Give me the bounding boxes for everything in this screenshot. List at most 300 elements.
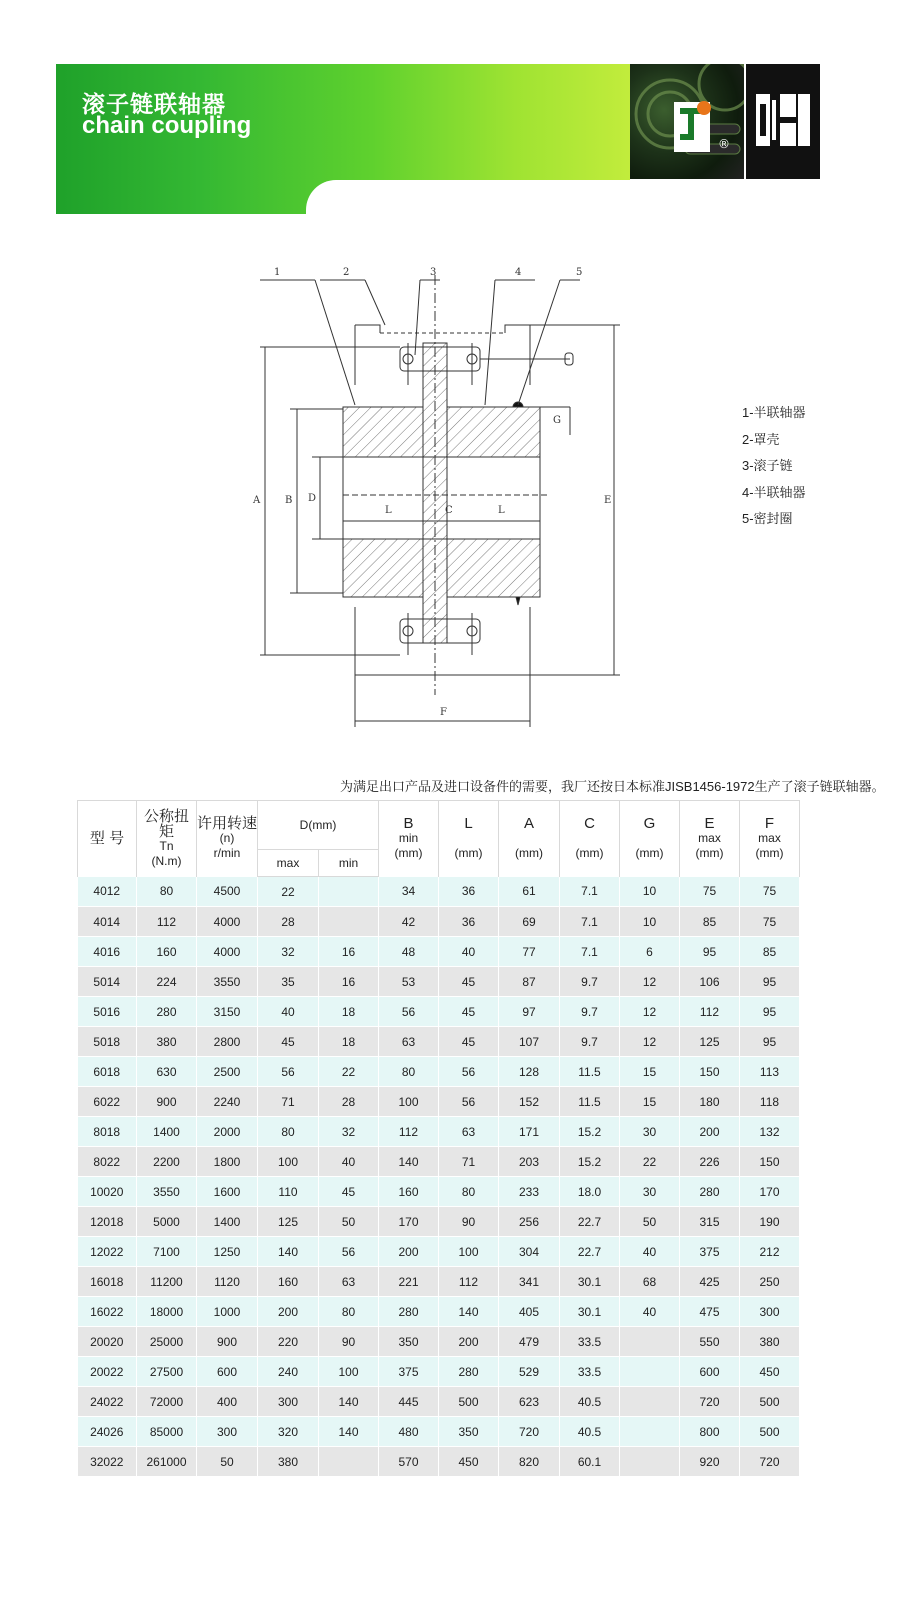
table-cell: 42 bbox=[379, 907, 439, 937]
table-cell: 6 bbox=[620, 937, 680, 967]
table-cell: 4012 bbox=[78, 877, 137, 907]
table-cell bbox=[620, 1357, 680, 1387]
table-cell: 4000 bbox=[197, 937, 258, 967]
table-cell: 350 bbox=[379, 1327, 439, 1357]
table-cell bbox=[620, 1387, 680, 1417]
table-cell: 500 bbox=[740, 1417, 800, 1447]
table-cell: 118 bbox=[740, 1087, 800, 1117]
coupling-drawing bbox=[240, 255, 640, 735]
table-cell: 12 bbox=[620, 1027, 680, 1057]
table-cell: 5018 bbox=[78, 1027, 137, 1057]
table-cell: 3550 bbox=[137, 1177, 197, 1207]
dim-label-G: G bbox=[553, 415, 561, 426]
table-cell: 140 bbox=[319, 1417, 379, 1447]
table-cell: 40.5 bbox=[560, 1417, 620, 1447]
table-cell: 56 bbox=[439, 1087, 499, 1117]
table-row bbox=[78, 937, 800, 967]
legend-item: 1-半联轴器 bbox=[742, 405, 806, 420]
title-english: chain coupling bbox=[82, 112, 252, 139]
dim-label-D: D bbox=[308, 493, 317, 504]
table-cell: 45 bbox=[319, 1177, 379, 1207]
table-cell: 2800 bbox=[197, 1027, 258, 1057]
table-cell: 40 bbox=[620, 1237, 680, 1267]
dim-label-C: C bbox=[445, 505, 453, 516]
table-cell: 28 bbox=[319, 1087, 379, 1117]
table-cell: 15 bbox=[620, 1087, 680, 1117]
table-row bbox=[78, 1057, 800, 1087]
table-cell: 9.7 bbox=[560, 967, 620, 997]
table-cell: 25000 bbox=[137, 1327, 197, 1357]
table-row bbox=[78, 1447, 800, 1477]
table-cell: 50 bbox=[319, 1207, 379, 1237]
table-cell: 8018 bbox=[78, 1117, 137, 1147]
table-cell: 7.1 bbox=[560, 937, 620, 967]
table-cell: 32 bbox=[258, 937, 319, 967]
table-cell: 112 bbox=[439, 1267, 499, 1297]
legend-item: 4-半联轴器 bbox=[742, 484, 806, 500]
table-row bbox=[78, 1207, 800, 1237]
coupling-section-icon bbox=[746, 64, 820, 179]
table-cell: 100 bbox=[379, 1087, 439, 1117]
header-f: F max (mm) bbox=[740, 801, 800, 877]
table-cell: 180 bbox=[680, 1087, 740, 1117]
table-cell: 95 bbox=[680, 937, 740, 967]
table-cell: 2200 bbox=[137, 1147, 197, 1177]
table-cell: 125 bbox=[680, 1027, 740, 1057]
table-cell: 200 bbox=[258, 1297, 319, 1327]
table-cell: 20020 bbox=[78, 1327, 137, 1357]
table-cell: 304 bbox=[499, 1237, 560, 1267]
table-cell: 22 bbox=[319, 1057, 379, 1087]
table-cell: 85 bbox=[680, 907, 740, 937]
dim-label-F: F bbox=[440, 707, 447, 718]
table-cell: 280 bbox=[137, 997, 197, 1027]
table-cell: 570 bbox=[379, 1447, 439, 1477]
table-row bbox=[78, 1297, 800, 1327]
table-cell: 80 bbox=[137, 877, 197, 907]
table-cell: 600 bbox=[197, 1357, 258, 1387]
parts-legend bbox=[742, 400, 806, 533]
table-cell: 80 bbox=[379, 1057, 439, 1087]
banner-black-block bbox=[746, 64, 820, 179]
table-cell: 900 bbox=[137, 1087, 197, 1117]
table-row bbox=[78, 877, 800, 907]
table-cell: 11.5 bbox=[560, 1087, 620, 1117]
table-cell bbox=[620, 1417, 680, 1447]
table-cell: 221 bbox=[379, 1267, 439, 1297]
table-cell: 11200 bbox=[137, 1267, 197, 1297]
table-cell: 170 bbox=[740, 1177, 800, 1207]
table-cell: 18000 bbox=[137, 1297, 197, 1327]
table-cell: 203 bbox=[499, 1147, 560, 1177]
table-row bbox=[78, 1237, 800, 1267]
table-cell: 500 bbox=[740, 1387, 800, 1417]
table-cell: 33.5 bbox=[560, 1327, 620, 1357]
table-cell: 40 bbox=[620, 1297, 680, 1327]
table-cell: 380 bbox=[258, 1447, 319, 1477]
table-cell: 15.2 bbox=[560, 1117, 620, 1147]
table-cell: 900 bbox=[197, 1327, 258, 1357]
table-cell: 30 bbox=[620, 1117, 680, 1147]
table-cell: 9.7 bbox=[560, 997, 620, 1027]
table-cell: 6022 bbox=[78, 1087, 137, 1117]
table-cell: 107 bbox=[499, 1027, 560, 1057]
table-cell: 24022 bbox=[78, 1387, 137, 1417]
table-cell: 77 bbox=[499, 937, 560, 967]
table-cell: 2000 bbox=[197, 1117, 258, 1147]
table-cell: 63 bbox=[379, 1027, 439, 1057]
table-cell: 375 bbox=[379, 1357, 439, 1387]
dim-label-L-right: L bbox=[498, 505, 505, 516]
table-cell: 630 bbox=[137, 1057, 197, 1087]
table-cell: 85 bbox=[740, 937, 800, 967]
table-cell: 18 bbox=[319, 1027, 379, 1057]
table-cell: 400 bbox=[197, 1387, 258, 1417]
table-cell: 280 bbox=[680, 1177, 740, 1207]
table-cell: 75 bbox=[740, 907, 800, 937]
table-cell: 4016 bbox=[78, 937, 137, 967]
table-cell: 30 bbox=[620, 1177, 680, 1207]
table-cell: 350 bbox=[439, 1417, 499, 1447]
table-cell: 27500 bbox=[137, 1357, 197, 1387]
table-cell: 63 bbox=[319, 1267, 379, 1297]
dim-label-A: A bbox=[253, 495, 261, 506]
header-e: E max (mm) bbox=[680, 801, 740, 877]
table-cell: 2500 bbox=[197, 1057, 258, 1087]
table-cell: 320 bbox=[258, 1417, 319, 1447]
table-cell: 300 bbox=[197, 1417, 258, 1447]
label-5: 5 bbox=[576, 267, 583, 278]
table-cell: 16022 bbox=[78, 1297, 137, 1327]
table-cell: 10 bbox=[620, 907, 680, 937]
table-cell: 112 bbox=[137, 907, 197, 937]
table-cell: 35 bbox=[258, 967, 319, 997]
table-cell: 1250 bbox=[197, 1237, 258, 1267]
dim-label-B: B bbox=[285, 495, 293, 506]
table-cell: 32 bbox=[319, 1117, 379, 1147]
table-cell: 150 bbox=[680, 1057, 740, 1087]
table-cell: 110 bbox=[258, 1177, 319, 1207]
table-cell: 36 bbox=[439, 907, 499, 937]
table-cell: 22.7 bbox=[560, 1237, 620, 1267]
table-cell: 90 bbox=[439, 1207, 499, 1237]
table-cell: 80 bbox=[439, 1177, 499, 1207]
table-row bbox=[78, 967, 800, 997]
table-cell: 75 bbox=[680, 877, 740, 907]
table-cell: 53 bbox=[379, 967, 439, 997]
table-cell: 56 bbox=[379, 997, 439, 1027]
table-cell: 50 bbox=[197, 1447, 258, 1477]
table-cell: 6018 bbox=[78, 1057, 137, 1087]
table-cell: 71 bbox=[258, 1087, 319, 1117]
svg-text:®: ® bbox=[718, 137, 730, 151]
table-cell: 200 bbox=[439, 1327, 499, 1357]
legend-item: 5-密封圈 bbox=[742, 511, 793, 526]
table-row bbox=[78, 1087, 800, 1117]
table-row bbox=[78, 1147, 800, 1177]
header-model: 型 号 bbox=[78, 801, 137, 877]
table-cell: 1400 bbox=[137, 1117, 197, 1147]
table-cell: 315 bbox=[680, 1207, 740, 1237]
header-banner bbox=[56, 64, 820, 214]
table-cell: 5000 bbox=[137, 1207, 197, 1237]
table-cell: 24026 bbox=[78, 1417, 137, 1447]
table-cell bbox=[319, 907, 379, 937]
label-3: 3 bbox=[430, 267, 437, 278]
table-cell: 9.7 bbox=[560, 1027, 620, 1057]
table-cell: 12018 bbox=[78, 1207, 137, 1237]
table-cell: 140 bbox=[319, 1387, 379, 1417]
table-cell: 33.5 bbox=[560, 1357, 620, 1387]
table-cell bbox=[319, 1447, 379, 1477]
table-cell: 45 bbox=[439, 1027, 499, 1057]
table-cell: 40 bbox=[319, 1147, 379, 1177]
table-cell: 69 bbox=[499, 907, 560, 937]
table-cell: 2240 bbox=[197, 1087, 258, 1117]
table-cell bbox=[620, 1447, 680, 1477]
standard-note: 为满足出口产品及进口设备件的需要，我厂还按日本标准JISB1456-1972生产了滚子链联轴器。 bbox=[340, 779, 885, 794]
table-cell: 140 bbox=[379, 1147, 439, 1177]
table-cell: 56 bbox=[319, 1237, 379, 1267]
table-row bbox=[78, 1417, 800, 1447]
table-cell: 375 bbox=[680, 1237, 740, 1267]
table-cell: 28 bbox=[258, 907, 319, 937]
table-cell: 125 bbox=[258, 1207, 319, 1237]
header-g: G (mm) bbox=[620, 801, 680, 877]
table-cell: 479 bbox=[499, 1327, 560, 1357]
table-cell: 12022 bbox=[78, 1237, 137, 1267]
table-row bbox=[78, 1267, 800, 1297]
table-cell: 95 bbox=[740, 967, 800, 997]
table-cell: 140 bbox=[439, 1297, 499, 1327]
table-cell: 75 bbox=[740, 877, 800, 907]
table-cell: 280 bbox=[439, 1357, 499, 1387]
table-cell: 405 bbox=[499, 1297, 560, 1327]
table-cell: 12 bbox=[620, 997, 680, 1027]
table-cell: 45 bbox=[439, 997, 499, 1027]
table-cell: 18 bbox=[319, 997, 379, 1027]
table-cell: 112 bbox=[680, 997, 740, 1027]
table-cell: 240 bbox=[258, 1357, 319, 1387]
table-cell: 200 bbox=[680, 1117, 740, 1147]
table-cell: 140 bbox=[258, 1237, 319, 1267]
header-l: L (mm) bbox=[439, 801, 499, 877]
table-cell: 30.1 bbox=[560, 1297, 620, 1327]
dim-label-L-left: L bbox=[385, 505, 392, 516]
table-cell: 170 bbox=[379, 1207, 439, 1237]
table-cell: 341 bbox=[499, 1267, 560, 1297]
table-row bbox=[78, 1387, 800, 1417]
table-cell: 10020 bbox=[78, 1177, 137, 1207]
table-cell: 3150 bbox=[197, 997, 258, 1027]
table-cell: 10 bbox=[620, 877, 680, 907]
table-row bbox=[78, 1327, 800, 1357]
table-cell: 45 bbox=[258, 1027, 319, 1057]
table-cell: 1400 bbox=[197, 1207, 258, 1237]
table-cell: 22.7 bbox=[560, 1207, 620, 1237]
table-cell: 7.1 bbox=[560, 877, 620, 907]
header-c: C (mm) bbox=[560, 801, 620, 877]
table-cell: 425 bbox=[680, 1267, 740, 1297]
table-row bbox=[78, 1357, 800, 1387]
header-d-min: min bbox=[319, 850, 379, 877]
table-cell: 32022 bbox=[78, 1447, 137, 1477]
table-cell: 800 bbox=[680, 1417, 740, 1447]
table-row bbox=[78, 907, 800, 937]
table-cell: 56 bbox=[258, 1057, 319, 1087]
table-cell: 212 bbox=[740, 1237, 800, 1267]
spec-table-body bbox=[78, 877, 800, 1477]
table-cell: 171 bbox=[499, 1117, 560, 1147]
coupling-section-drawing bbox=[240, 255, 640, 735]
table-cell: 380 bbox=[740, 1327, 800, 1357]
table-cell: 15 bbox=[620, 1057, 680, 1087]
table-cell: 150 bbox=[740, 1147, 800, 1177]
table-cell: 20022 bbox=[78, 1357, 137, 1387]
table-cell: 71 bbox=[439, 1147, 499, 1177]
table-cell: 445 bbox=[379, 1387, 439, 1417]
table-cell: 220 bbox=[258, 1327, 319, 1357]
table-cell: 22 bbox=[620, 1147, 680, 1177]
header-d-max: max bbox=[258, 850, 319, 877]
table-cell: 380 bbox=[137, 1027, 197, 1057]
table-cell: 15.2 bbox=[560, 1147, 620, 1177]
table-cell: 256 bbox=[499, 1207, 560, 1237]
table-cell: 56 bbox=[439, 1057, 499, 1087]
table-cell: 40 bbox=[258, 997, 319, 1027]
table-cell: 720 bbox=[680, 1387, 740, 1417]
table-cell: 1600 bbox=[197, 1177, 258, 1207]
table-row bbox=[78, 997, 800, 1027]
table-cell: 18.0 bbox=[560, 1177, 620, 1207]
table-cell: 160 bbox=[379, 1177, 439, 1207]
table-cell: 529 bbox=[499, 1357, 560, 1387]
table-cell: 226 bbox=[680, 1147, 740, 1177]
table-cell: 8022 bbox=[78, 1147, 137, 1177]
table-cell: 500 bbox=[439, 1387, 499, 1417]
table-cell bbox=[319, 877, 379, 907]
legend-item: 3-滚子链 bbox=[742, 458, 793, 473]
table-cell: 280 bbox=[379, 1297, 439, 1327]
table-cell: 61 bbox=[499, 877, 560, 907]
banner-chain-photo bbox=[630, 64, 744, 179]
table-cell: 1120 bbox=[197, 1267, 258, 1297]
table-cell: 87 bbox=[499, 967, 560, 997]
table-cell: 920 bbox=[680, 1447, 740, 1477]
table-cell: 224 bbox=[137, 967, 197, 997]
table-cell: 300 bbox=[258, 1387, 319, 1417]
table-cell: 30.1 bbox=[560, 1267, 620, 1297]
table-cell: 190 bbox=[740, 1207, 800, 1237]
table-cell: 40.5 bbox=[560, 1387, 620, 1417]
table-cell: 480 bbox=[379, 1417, 439, 1447]
header-b: B min (mm) bbox=[379, 801, 439, 877]
table-cell: 1000 bbox=[197, 1297, 258, 1327]
table-cell: 160 bbox=[258, 1267, 319, 1297]
table-cell: 60.1 bbox=[560, 1447, 620, 1477]
table-cell: 7100 bbox=[137, 1237, 197, 1267]
table-cell: 475 bbox=[680, 1297, 740, 1327]
table-cell: 97 bbox=[499, 997, 560, 1027]
table-cell: 112 bbox=[379, 1117, 439, 1147]
table-cell: 7.1 bbox=[560, 907, 620, 937]
table-cell: 623 bbox=[499, 1387, 560, 1417]
table-cell: 16018 bbox=[78, 1267, 137, 1297]
chain-sprocket-image bbox=[630, 64, 744, 179]
table-cell: 4000 bbox=[197, 907, 258, 937]
table-cell: 100 bbox=[258, 1147, 319, 1177]
header-d: D(mm) bbox=[258, 801, 379, 850]
label-2: 2 bbox=[343, 267, 350, 278]
label-1: 1 bbox=[274, 267, 281, 278]
table-cell: 90 bbox=[319, 1327, 379, 1357]
table-cell: 95 bbox=[740, 997, 800, 1027]
legend-item: 2-罩壳 bbox=[742, 431, 780, 447]
table-cell: 45 bbox=[439, 967, 499, 997]
table-cell: 550 bbox=[680, 1327, 740, 1357]
table-cell: 132 bbox=[740, 1117, 800, 1147]
table-cell: 72000 bbox=[137, 1387, 197, 1417]
table-cell: 63 bbox=[439, 1117, 499, 1147]
table-cell: 250 bbox=[740, 1267, 800, 1297]
table-row bbox=[78, 1177, 800, 1207]
label-4: 4 bbox=[515, 267, 522, 278]
table-cell: 720 bbox=[740, 1447, 800, 1477]
table-cell: 200 bbox=[379, 1237, 439, 1267]
table-cell: 128 bbox=[499, 1057, 560, 1087]
table-cell: 11.5 bbox=[560, 1057, 620, 1087]
table-cell: 12 bbox=[620, 967, 680, 997]
table-cell: 16 bbox=[319, 967, 379, 997]
table-cell: 50 bbox=[620, 1207, 680, 1237]
table-cell: 40 bbox=[439, 937, 499, 967]
table-cell: 4014 bbox=[78, 907, 137, 937]
header-a: A (mm) bbox=[499, 801, 560, 877]
header-torque: 公称扭矩 Tn (N.m) bbox=[137, 801, 197, 877]
table-cell: 36 bbox=[439, 877, 499, 907]
table-cell: 85000 bbox=[137, 1417, 197, 1447]
table-cell: 34 bbox=[379, 877, 439, 907]
table-cell: 600 bbox=[680, 1357, 740, 1387]
table-cell: 100 bbox=[439, 1237, 499, 1267]
table-cell: 113 bbox=[740, 1057, 800, 1087]
title-chinese: 滚子链联轴器 bbox=[82, 91, 226, 117]
table-cell: 5014 bbox=[78, 967, 137, 997]
table-cell: 5016 bbox=[78, 997, 137, 1027]
table-cell: 233 bbox=[499, 1177, 560, 1207]
table-cell: 95 bbox=[740, 1027, 800, 1057]
table-cell: 1800 bbox=[197, 1147, 258, 1177]
table-cell: 300 bbox=[740, 1297, 800, 1327]
table-cell: 160 bbox=[137, 937, 197, 967]
table-row bbox=[78, 1027, 800, 1057]
dim-label-E: E bbox=[604, 495, 612, 506]
table-cell: 80 bbox=[258, 1117, 319, 1147]
spec-table bbox=[77, 800, 800, 1477]
table-cell bbox=[620, 1327, 680, 1357]
table-cell: 4500 bbox=[197, 877, 258, 907]
banner-notch bbox=[306, 180, 636, 220]
table-cell: 261000 bbox=[137, 1447, 197, 1477]
table-cell: 450 bbox=[439, 1447, 499, 1477]
table-cell: 152 bbox=[499, 1087, 560, 1117]
table-cell: 106 bbox=[680, 967, 740, 997]
table-cell: 48 bbox=[379, 937, 439, 967]
table-cell: 16 bbox=[319, 937, 379, 967]
table-row bbox=[78, 1117, 800, 1147]
table-cell: 68 bbox=[620, 1267, 680, 1297]
table-cell: 820 bbox=[499, 1447, 560, 1477]
